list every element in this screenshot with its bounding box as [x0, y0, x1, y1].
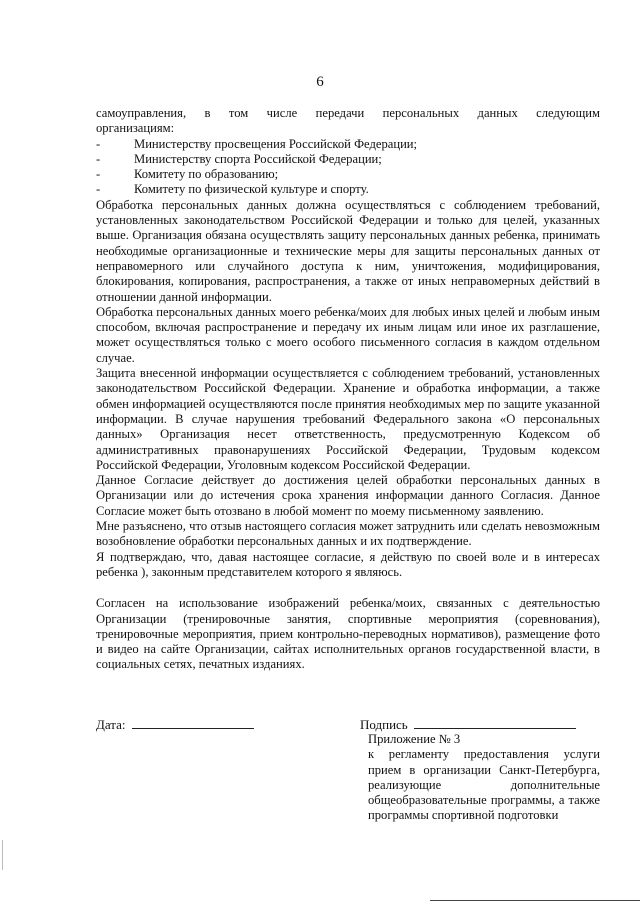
paragraph: Защита внесенной информации осуществляется с соблюдением требований, установленных законодательством Российской Федерации. Хранение и обработка информации, а также обмен информацией осуществляются после принятия необходимых мер по защите указанной информации. В случае нарушения требований Федерального закона «О персональных данных» Организация несет ответственность, предусмотренную Кодексом об административных правонарушениях Российской Федерации, Трудовым кодексом Российской Федерации, Уголовным кодексом Российской Федерации.	[96, 366, 600, 472]
list-marker: -	[96, 151, 101, 166]
list-marker: -	[96, 167, 101, 182]
list-item-text: Комитету по образованию;	[134, 167, 279, 182]
appendix-text: к регламенту предоставления услуги прием в организации Санкт-Петербурга, реализующие дополнительные общеобразовательные программы, а также программы спортивной подготовки	[368, 747, 600, 823]
date-field	[96, 716, 254, 733]
document-body	[96, 106, 600, 673]
list-marker: -	[96, 182, 101, 197]
paragraph-line: самоуправления, в том числе передачи персональных данных следующим	[96, 106, 600, 120]
signature-field	[360, 716, 576, 733]
list-item-text: Министерству просвещения Российской Федерации;	[134, 136, 418, 151]
date-label: Дата:	[96, 717, 126, 732]
page-number: 6	[316, 74, 324, 90]
image-consent-paragraph: Согласен на использование изображений ребенка/моих, связанных с деятельностью Организации (тренировочные занятия, спортивные мероприятия (соревнования), тренировочные мероприятия, прием контрольно-переводных нормативов), размещение фото и видео на сайте Организации, сайтах исполнительных органов государственной власти, в социальных сетях, печатных изданиях.	[96, 596, 600, 672]
appendix-title: Приложение № 3	[368, 732, 461, 746]
signature-blank-line[interactable]	[414, 716, 576, 729]
list-item	[96, 137, 600, 152]
paragraph-line: организациям:	[96, 121, 175, 136]
organizations-list	[96, 137, 600, 198]
paragraph: Я подтверждаю, что, давая настоящее согласие, я действую по своей воле и в интересах ребенка ), законным представителем которого я являюсь.	[96, 549, 600, 579]
appendix-header	[368, 732, 600, 824]
signature-label: Подпись	[360, 717, 408, 732]
paragraph: Данное Согласие действует до достижения целей обработки персональных данных в Организации или до истечения срока хранения информации данного Согласия. Данное Согласие может быть отозвано в любой момент по моему письменному заявлению.	[96, 473, 600, 518]
scan-edge-mark	[2, 840, 3, 870]
bottom-divider	[430, 900, 640, 901]
paragraph: Обработка персональных данных должна осуществляться с соблюдением требований, установленных законодательством Российской Федерации и только для целей, указанных выше. Организация обязана осуществлять защиту персональных данных ребенка, принимать необходимые организационные и технические меры для защиты персональных данных от неправомерного или случайного доступа к ним, уничтожения, модифицирования, блокирования, копирования, распространения, а также от иных неправомерных действий в отношении данной информации.	[96, 197, 600, 304]
spacer	[96, 580, 600, 596]
list-item	[96, 182, 600, 197]
list-marker: -	[96, 136, 101, 151]
list-item-text: Комитету по физической культуре и спорту.	[134, 182, 369, 197]
paragraph: Мне разъяснено, что отзыв настоящего согласия может затруднить или сделать невозможным возобновление обработки персональных данных и их подтверждение.	[96, 519, 600, 549]
date-blank-line[interactable]	[132, 716, 254, 729]
list-item-text: Министерству спорта Российской Федерации;	[134, 151, 382, 166]
list-item	[96, 152, 600, 167]
list-item	[96, 167, 600, 182]
paragraph: Обработка персональных данных моего ребенка/моих для любых иных целей и любым иным способом, включая распространение и передачу их иным лицам или иное их разглашение, может осуществляться только с моего особого письменного согласия в каждом отдельном случае.	[96, 304, 600, 365]
